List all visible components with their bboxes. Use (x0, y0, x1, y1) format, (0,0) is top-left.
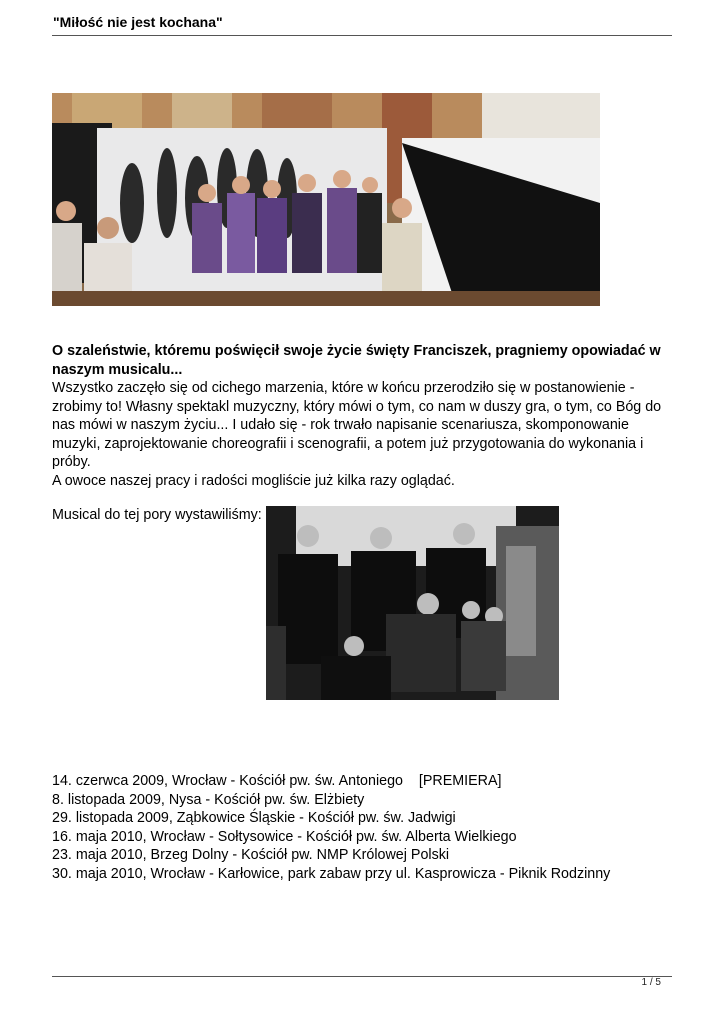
intro-section (52, 342, 677, 490)
intro-paragraph: A owoce naszej pracy i radości mogliście już kilka razy oglądać. (52, 472, 455, 489)
header-divider (52, 35, 672, 36)
performance-item: 30. maja 2010, Wrocław - Karłowice, park zabaw przy ul. Kasprowicza - Piknik Rodzinny (52, 865, 611, 882)
performance-item: 29. listopada 2009, Ząbkowice Śląskie - Kościół pw. św. Jadwigi (52, 810, 456, 826)
performance-item: 16. maja 2010, Wrocław - Sołtysowice - Kościół pw. św. Alberta Wielkiego (52, 828, 517, 845)
cast-photo (266, 506, 559, 700)
intro-paragraph: Wszystko zaczęło się od cichego marzenia, które w końcu przerodziło się w postanowienie - zrobimy to! Własny spektakl muzyczny, który mówi o tym, co nam w duszy gra, o tym, co Bóg do nas mówi w naszym życiu... I udało się - rok trwało napisanie scenariusza, skomponowanie muzyki, zaprojektowanie choreografii i scenografii, a potem już przygotowania do wykonania i próby. (52, 380, 662, 470)
page-number: 1 / 5 (641, 977, 661, 988)
performances-intro: Musical do tej pory wystawiliśmy: (52, 507, 262, 523)
intro-lead (52, 342, 677, 379)
stage-performance-photo (52, 93, 600, 306)
performance-list (52, 772, 672, 883)
performance-item: 23. maja 2010, Brzeg Dolny - Kościół pw. NMP Królowej Polski (52, 847, 450, 863)
intro-lead-text: O szaleństwie, któremu poświęcił swoje życie święty Franciszek, pragniemy opowiadać w naszym musicalu... (52, 343, 661, 378)
footer-divider (52, 976, 672, 977)
performance-item: 14. czerwca 2009, Wrocław - Kościół pw. św. Antoniego [PREMIERA] (52, 773, 502, 789)
performance-item: 8. listopada 2009, Nysa - Kościół pw. św. Elżbiety (52, 791, 365, 808)
document-title: "Miłość nie jest kochana" (53, 14, 223, 30)
intro-body (52, 379, 677, 490)
